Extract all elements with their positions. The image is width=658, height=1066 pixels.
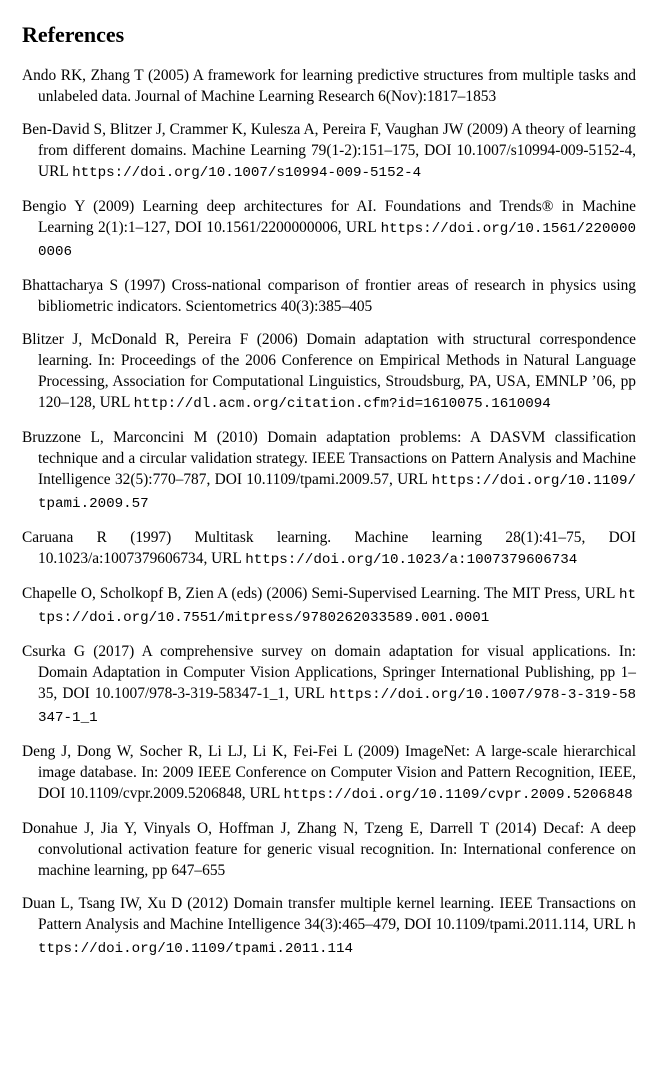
reference-url-link[interactable]: http://dl.acm.org/citation.cfm?id=1610075.1610094 <box>133 396 551 412</box>
reference-text: Donahue J, Jia Y, Vinyals O, Hoffman J, Zhang N, Tzeng E, Darrell T (2014) Decaf: A deep convolutional activation feature for generic visual recognition. In: International conference on machine learning, pp 647–655 <box>22 820 636 879</box>
reference-text: Caruana R (1997) Multitask learning. Machine learning 28(1):41–75, DOI 10.1023/a:1007379606734, URL <box>22 529 636 567</box>
reference-entry <box>22 527 636 571</box>
reference-url-link[interactable]: https://doi.org/10.1109/tpami.2011.114 <box>38 918 636 957</box>
reference-entry <box>22 196 636 263</box>
reference-text: Duan L, Tsang IW, Xu D (2012) Domain transfer multiple kernel learning. IEEE Transactions on Pattern Analysis and Machine Intelligence 34(3):465–479, DOI 10.1109/tpami.2011.114, URL <box>22 895 636 933</box>
reference-text: Bruzzone L, Marconcini M (2010) Domain adaptation problems: A DASVM classification technique and a circular validation strategy. IEEE Transactions on Pattern Analysis and Machine Intelligence 32(5):770–787, DOI 10.1109/tpami.2009.57, URL <box>22 429 636 488</box>
reference-text: Deng J, Dong W, Socher R, Li LJ, Li K, Fei-Fei L (2009) ImageNet: A large-scale hierarchical image database. In: 2009 IEEE Conference on Computer Vision and Pattern Recognition, IEEE, DOI 10.1109/cvpr.2009.5206848, URL <box>22 743 636 802</box>
reference-entry <box>22 641 636 729</box>
reference-entry <box>22 65 636 107</box>
reference-entry <box>22 893 636 960</box>
reference-url-link[interactable]: https://doi.org/10.1561/2200000006 <box>38 221 636 260</box>
references-heading: References <box>22 22 125 47</box>
reference-list <box>22 65 636 960</box>
reference-text: Blitzer J, McDonald R, Pereira F (2006) Domain adaptation with structural correspondence learning. In: Proceedings of the 2006 Conference on Empirical Methods in Natural Language Processing, Association for Computational Linguistics, Stroudsburg, PA, USA, EMNLP ’06, pp 120–128, URL <box>22 331 636 411</box>
reference-url-link[interactable]: https://doi.org/10.7551/mitpress/9780262033589.001.0001 <box>38 587 636 626</box>
reference-url-link[interactable]: https://doi.org/10.1023/a:1007379606734 <box>245 552 578 568</box>
reference-entry <box>22 741 636 806</box>
reference-entry <box>22 275 636 317</box>
reference-entry <box>22 818 636 881</box>
reference-entry <box>22 427 636 515</box>
reference-text: Chapelle O, Scholkopf B, Zien A (eds) (2006) Semi-Supervised Learning. The MIT Press, URL <box>22 585 619 602</box>
reference-url-link[interactable]: https://doi.org/10.1109/tpami.2009.57 <box>38 473 636 512</box>
reference-text: Ben-David S, Blitzer J, Crammer K, Kulesza A, Pereira F, Vaughan JW (2009) A theory of learning from different domains. Machine Learning 79(1-2):151–175, DOI 10.1007/s10994-009-5152-4, URL <box>22 121 636 180</box>
reference-url-link[interactable]: https://doi.org/10.1007/978-3-319-58347-1_1 <box>38 687 636 726</box>
reference-url-link[interactable]: https://doi.org/10.1007/s10994-009-5152-4 <box>72 165 422 181</box>
reference-url-link[interactable]: https://doi.org/10.1109/cvpr.2009.5206848 <box>283 787 633 803</box>
reference-entry <box>22 583 636 629</box>
reference-text: Bengio Y (2009) Learning deep architectures for AI. Foundations and Trends® in Machine Learning 2(1):1–127, DOI 10.1561/2200000006, URL <box>22 198 636 236</box>
reference-text: Csurka G (2017) A comprehensive survey on domain adaptation for visual applications. In: Domain Adaptation in Computer Vision Applications, Springer International Publishing, pp 1–35, DOI 10.1007/978-3-319-58347-1_1, URL <box>22 643 636 702</box>
reference-entry <box>22 119 636 184</box>
reference-text: Bhattacharya S (1997) Cross-national comparison of frontier areas of research in physics using bibliometric indicators. Scientometrics 40(3):385–405 <box>22 277 636 315</box>
reference-entry <box>22 329 636 415</box>
reference-text: Ando RK, Zhang T (2005) A framework for learning predictive structures from multiple tasks and unlabeled data. Journal of Machine Learning Research 6(Nov):1817–1853 <box>22 67 636 105</box>
